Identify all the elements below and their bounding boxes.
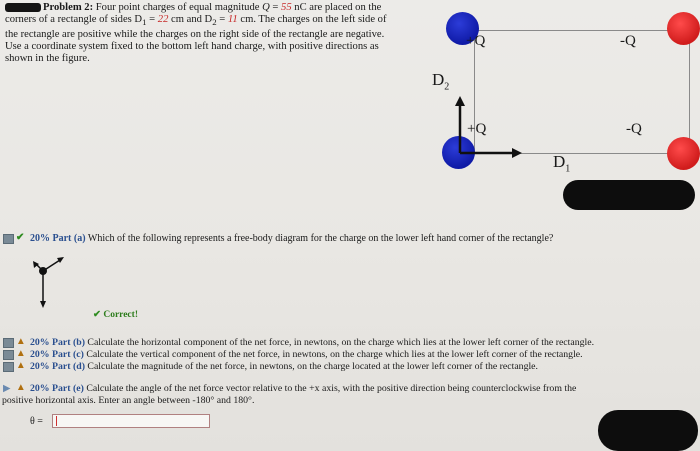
part-a-row [0, 232, 700, 248]
part-a-percent: 20% [30, 233, 50, 244]
problem-text-4: Use a coordinate system fixed to the bottom left hand charge, with positive directions as [5, 40, 379, 52]
problem-text-3: the rectangle are positive while the charges on the right side of the rectangle are negative. [5, 28, 385, 40]
part-e-text: Calculate the angle of the net force vector relative to the +x axis, with the positive direction being counterclockwise from the [86, 383, 577, 394]
d1-label: $D_1$ [553, 152, 571, 175]
d1-value: 22 [157, 14, 169, 26]
status-icon [3, 362, 14, 372]
redacted-text [5, 3, 41, 12]
part-a-label: Part (a) [52, 233, 86, 244]
angle-answer-input[interactable] [52, 414, 210, 428]
part-d-text: Calculate the magnitude of the net force, in newtons, on the charge located at the lower left corner of the rectangle. [87, 361, 538, 372]
label-bottom-left: +Q [467, 121, 487, 137]
free-body-diagram[interactable] [28, 252, 78, 312]
q-symbol: Q [262, 2, 270, 13]
warning-icon: ▲ [16, 360, 26, 371]
d2-value: 11 [227, 14, 238, 26]
theta-label: θ = [30, 416, 43, 427]
problem-text-1: Four point charges of equal magnitude [95, 2, 263, 13]
status-icon [3, 338, 14, 348]
charge-figure [420, 0, 700, 210]
label-bottom-right: -Q [626, 121, 642, 137]
part-e-text-2: positive horizontal axis. Enter an angle between -180° and 180°. [2, 395, 255, 406]
problem-text-2b: cm and D [168, 14, 213, 26]
redacted-region [598, 410, 698, 451]
warning-icon: ▲ [16, 336, 26, 347]
q-value: 55 [281, 2, 292, 13]
problem-text-2a: corners of a rectangle of sides D [5, 14, 143, 26]
problem-statement: Problem 2: Four point charges of equal magnitude Q = 55 nC are placed on the corners of a rectangle of sides $D_1 = 22$ cm and $D_2 = 11$ cm. The charges on the left side of the rectangle are positive while the charges on the right side of the rectangle are negative. Use a coordinate system fixed to the bottom left hand charge, with positive directions as shown in the figure. [5, 2, 387, 64]
label-top-left: +Q [466, 33, 486, 49]
part-c-text: Calculate the vertical component of the net force, in newtons, on the charge which lies at the lower left corner of the rectangle. [86, 349, 583, 360]
warning-icon: ▲ [16, 348, 26, 359]
correct-feedback: ✔ Correct! [93, 310, 138, 320]
status-icon [3, 350, 14, 360]
checkmark-icon: ✔ [93, 310, 101, 320]
q-unit: nC are placed on the [291, 2, 382, 13]
warning-icon: ▲ [16, 382, 26, 393]
part-a-text: Which of the following represents a free-body diagram for the charge on the lower left hand corner of the rectangle? [87, 233, 554, 244]
text-cursor [56, 416, 57, 426]
problem-text-5: shown in the figure. [5, 52, 90, 64]
problem-label: Problem 2: [43, 2, 94, 13]
part-b-text: Calculate the horizontal component of the net force, in newtons, on the charge which lies at the lower left corner of the rectangle. [87, 337, 595, 348]
problem-text-2c: cm. The charges on the left side of [237, 14, 387, 26]
d2-label: $D_2$ [432, 70, 450, 93]
checkmark-icon: ✔ [16, 232, 25, 243]
fbd-vectors [28, 252, 78, 312]
play-icon: ▶ [3, 383, 11, 394]
redacted-region [563, 180, 695, 210]
axis-arrows [420, 0, 700, 210]
status-icon [3, 234, 14, 244]
label-top-right: -Q [620, 33, 636, 49]
